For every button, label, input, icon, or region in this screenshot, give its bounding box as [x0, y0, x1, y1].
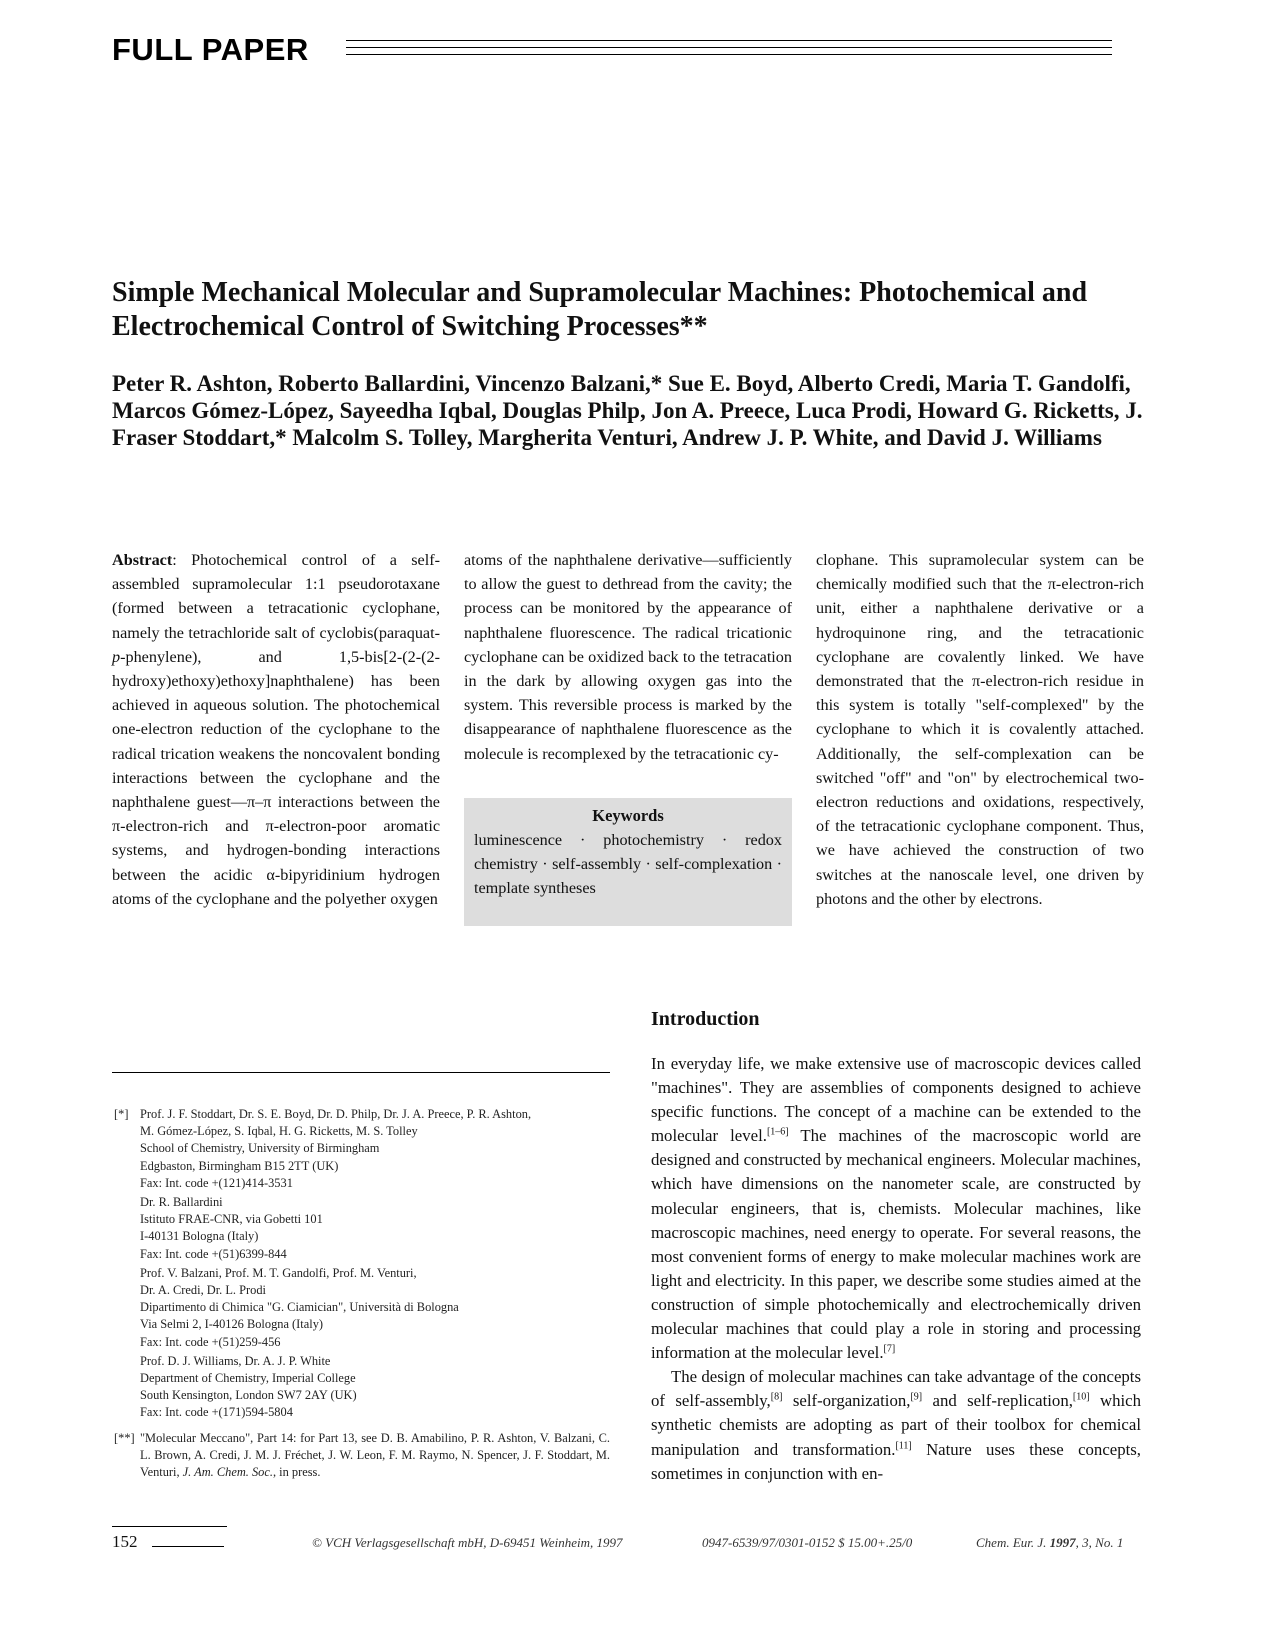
affiliation-line: Istituto FRAE-CNR, via Gobetti 101: [140, 1212, 323, 1227]
introduction-body: [651, 1052, 1141, 1486]
footer-rule: [152, 1546, 224, 1547]
affiliation: [140, 1194, 610, 1263]
journal-citation: [976, 1535, 1123, 1551]
abstract-text: clophane. This supramolecular system can be chemically modified such that the π-electron-rich unit, either a naphthalene derivative or a hydroquinone ring, and the tetracationic cyclophane are covalently linked. We have demonstrated that the π-electron-rich residue in this system is totally "self-complexed" by the cyclophane to which it is covalently attached. Additionally, the self-complexation can be switched "off" and "on" by electrochemical two-electron reductions and oxidations, respectively, of the tetracationic cyclophane component. Thus, we have achieved the construction of two switches at the nanoscale level, one driven by photons and the other by electrons.: [816, 551, 1144, 908]
citation: [7]: [883, 1343, 896, 1355]
citation: [8]: [770, 1391, 783, 1403]
text-run: self-organization,: [782, 1391, 911, 1411]
paragraph: [651, 1052, 1141, 1365]
journal-name: J. Am. Chem. Soc.: [182, 1465, 273, 1480]
affiliation-line: Via Selmi 2, I-40126 Bologna (Italy): [140, 1317, 324, 1332]
citation: [10]: [1072, 1391, 1090, 1403]
series-footnote: [112, 1430, 610, 1482]
footer-rule: [112, 1526, 227, 1527]
affiliation-line: Prof. J. F. Stoddart, Dr. S. E. Boyd, Dr. D. Philp, Dr. J. A. Preece, P. R. Ashton,: [140, 1107, 532, 1121]
affiliation: [140, 1265, 610, 1351]
affiliation-line: Dr. A. Credi, Dr. L. Prodi: [140, 1283, 266, 1298]
header-rule: [346, 54, 1112, 55]
affiliation-line: Fax: Int. code +(51)259-456: [140, 1334, 281, 1349]
citation: [1–6]: [766, 1126, 789, 1138]
footnote-marker: [**]: [114, 1430, 135, 1445]
affiliation-line: Prof. V. Balzani, Prof. M. T. Gandolfi, Prof. M. Venturi,: [140, 1265, 417, 1280]
affiliation: [140, 1106, 610, 1192]
text-run: The machines of the macroscopic world are designed and constructed by mechanical engineers. Molecular machines, which have dimensions on the nanometer scale, are constructed by molecular engineers, that is, chemists. Molecular machines, like macroscopic machines, need energy to operate. For several reasons, the most convenient forms of energy to make molecular machines work are light and electricity. In this paper, we describe some studies aimed at the construction of simple photochemically and electrochemically driven molecular machines that could play a role in storing and processing information at the molecular level.: [651, 1126, 1141, 1363]
running-header: [112, 32, 1112, 68]
affiliation-line: M. Gómez-López, S. Iqbal, H. G. Ricketts, M. S. Tolley: [140, 1124, 418, 1139]
citation: [9]: [910, 1391, 923, 1403]
text-run: The design of molecular machines can take advantage of the concepts of self-assembly,: [651, 1367, 1141, 1411]
text-run: which synthetic chemists are adopting as part of their toolbox for chemical manipulation and transformation.: [651, 1391, 1142, 1459]
affiliation-line: Dipartimento di Chimica "G. Ciamician", Università di Bologna: [140, 1300, 459, 1315]
paragraph: [651, 1365, 1141, 1485]
section-label: FULL PAPER: [112, 32, 309, 67]
paper-title: Simple Mechanical Molecular and Supramolecular Machines: Photochemical and Electrochemical Control of Switching Processes**: [112, 277, 1088, 342]
keywords-box: [464, 798, 792, 926]
abstract-label: Abstract: [112, 551, 173, 569]
header-rule: [346, 40, 1112, 41]
text-run: "Molecular Meccano", Part 14: for Part 13, see D. B. Amabilino, P. R. Ashton, V. Balzani, C. L. Brown, A. Credi, J. M. J. Fréchet, J. W. Leon, F. M. Raymo, N. Spencer, J. F. Stoddart, M. Venturi,: [140, 1430, 610, 1480]
text-run: In everyday life, we make extensive use of macroscopic devices called "machines". They are assemblies of components designed to achieve specific functions. The concept of a machine can be extended to the molecular level.: [651, 1054, 1141, 1146]
affiliation-line: South Kensington, London SW7 2AY (UK): [140, 1388, 357, 1403]
affiliation-line: Edgbaston, Birmingham B15 2TT (UK): [140, 1158, 339, 1173]
page-number: 152: [112, 1532, 138, 1551]
affiliation-line: I-40131 Bologna (Italy): [140, 1229, 259, 1244]
abstract-part: -phenylene), and 1,5-bis[2-(2-(2-hydroxy)ethoxy)ethoxy]naphthalene) has been achieved in aqueous solution. The photochemical one-electron reduction of the cyclophane to the radical trication weakens the noncovalent bonding interactions between the cyclophane and the naphthalene guest—π–π interactions between the π-electron-rich and π-electron-poor aromatic systems, and hydrogen-bonding interactions between the acidic α-bipyridinium hydrogen atoms of the cyclophane and the polyether oxygen: [112, 647, 440, 908]
affiliation-line: Department of Chemistry, Imperial College: [140, 1371, 356, 1386]
abstract-column-2: [464, 548, 792, 766]
issn: 0947-6539/97/0301-0152 $ 15.00+.25/0: [702, 1535, 913, 1550]
affiliation: [140, 1353, 610, 1422]
abstract-part: : Photochemical control of a self-assembled supramolecular 1:1 pseudorotaxane (formed between a tetracationic cyclophane, namely the tetrachloride salt of cyclobis(paraquat-: [112, 551, 440, 642]
citation: [11]: [895, 1439, 912, 1451]
affiliation-line: Fax: Int. code +(121)414-3531: [140, 1175, 293, 1190]
affiliation-footnote: [112, 1106, 610, 1422]
text-run: Nature uses these concepts, sometimes in conjunction with en-: [651, 1439, 1141, 1483]
header-rules: [346, 40, 1112, 66]
text-run: and self-replication,: [922, 1391, 1073, 1411]
keywords-heading: Keywords: [592, 806, 664, 825]
footnotes: [112, 1106, 610, 1481]
affiliation-line: Dr. R. Ballardini: [140, 1195, 223, 1210]
page-footer: [112, 1532, 1152, 1562]
footnote-rule: [112, 1072, 610, 1073]
affiliation-line: Prof. D. J. Williams, Dr. A. J. P. White: [140, 1353, 331, 1368]
journal-year: 1997: [1049, 1535, 1076, 1550]
text-run: Chem. Eur. J.: [976, 1535, 1050, 1550]
text-run: , in press.: [272, 1465, 321, 1480]
author-list: Peter R. Ashton, Roberto Ballardini, Vincenzo Balzani,* Sue E. Boyd, Alberto Credi, Maria T. Gandolfi, Marcos Gómez-López, Sayeedha Iqbal, Douglas Philp, Jon A. Preece, Luca Prodi, Howard G. Ricketts, J. Fraser Stoddart,* Malcolm S. Tolley, Margherita Venturi, Andrew J. P. White, and David J. Williams: [112, 371, 1143, 450]
abstract-text: [112, 548, 440, 911]
copyright: © VCH Verlagsgesellschaft mbH, D-69451 Weinheim, 1997: [312, 1535, 623, 1550]
affiliation-line: Fax: Int. code +(171)594-5804: [140, 1405, 293, 1420]
text-run: , 3, No. 1: [1075, 1535, 1124, 1550]
header-rule: [346, 47, 1112, 48]
keywords-list: luminescence · photochemistry · redox chemistry · self-assembly · self-complexation · template syntheses: [474, 831, 782, 897]
abstract-column-3: [816, 548, 1144, 911]
affiliation-line: School of Chemistry, University of Birmingham: [140, 1141, 380, 1156]
introduction-heading: Introduction: [651, 1008, 760, 1030]
footnote-marker: [*]: [114, 1107, 129, 1121]
abstract-column-1: [112, 548, 440, 911]
abstract-italic: p: [112, 647, 121, 666]
abstract-text: atoms of the naphthalene derivative—sufficiently to allow the guest to dethread from the cavity; the process can be monitored by the appearance of naphthalene fluorescence. The radical tricationic cyclophane can be oxidized back to the tetracation in the dark by allowing oxygen gas into the system. This reversible process is marked by the disappearance of naphthalene fluorescence as the molecule is recomplexed by the tetracationic cy-: [464, 551, 792, 763]
affiliation-line: Fax: Int. code +(51)6399-844: [140, 1246, 287, 1261]
